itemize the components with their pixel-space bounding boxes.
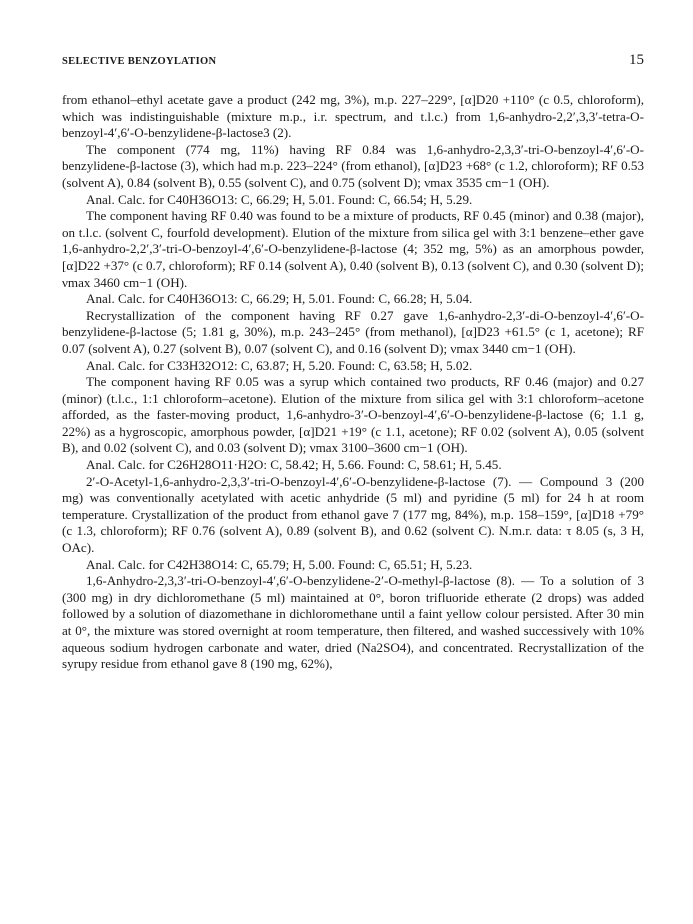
paragraph-1: from ethanol–ethyl acetate gave a product (242 mg, 3%), m.p. 227–229°, [α]D20 +110° (c 0.5, chloroform), which was indistinguishable (mixture m.p., i.r. spectrum, and t.l.c.) from 1,6-anhydro-2,2′,3,3′-tetra-O-benzoyl-4′,6′-O-benzylidene-β-lactose3 (2). — [62, 92, 644, 141]
paragraph-2: The component (774 mg, 11%) having RF 0.84 was 1,6-anhydro-2,3,3′-tri-O-benzoyl-4′,6′-O-benzylidene-β-lactose (3), which had m.p. 223–224° (from ethanol), [α]D23 +68° (c 1.2, chloroform); RF 0.53 (solvent A), 0.84 (solvent B), 0.55 (solvent C), and 0.75 (solvent D); νmax 3535 cm−1 (OH). — [62, 141, 644, 190]
paragraph-5: The component having RF 0.05 was a syrup which contained two products, RF 0.46 (major) and 0.27 (minor) (t.l.c., 1:1 chloroform–acetone). Elution of the mixture from silica gel with 3:1 chloroform–acetone afforded, as the faster-moving product, 1,6-anhydro-3′-O-benzoyl-4′,6′-O-benzylidene-β-lactose (6; 1.1 g, 22%) as a hygroscopic, amorphous powder, [α]D21 +19° (c 1.1, acetone); RF 0.02 (solvent A), 0.05 (solvent B), and 0.02 (solvent C), and 0.03 (solvent D); νmax 3100–3600 cm−1 (OH). — [62, 374, 644, 456]
analysis-line-3: Anal. Calc. for C33H32O12: C, 63.87; H, 5.20. Found: C, 63.58; H, 5.02. — [86, 357, 473, 373]
analysis-line-5: Anal. Calc. for C42H38O14: C, 65.79; H, 5.00. Found: C, 65.51; H, 5.23. — [86, 556, 473, 572]
paragraph-3: The component having RF 0.40 was found to be a mixture of products, RF 0.45 (minor) and 0.38 (major), on t.l.c. (solvent C, fourfold development). Elution of the mixture from silica gel with 3:1 benzene–ether gave 1,6-anhydro-2,2′,3′-tri-O-benzoyl-4′,6′-O-benzylidene-β-lactose (4; 352 mg, 5%) as an amorphous powder, [α]D22 +37° (c 0.7, chloroform); RF 0.14 (solvent A), 0.40 (solvent B), 0.13 (solvent C), and 0.30 (solvent D); νmax 3460 cm−1 (OH). — [62, 208, 644, 290]
analysis-line-2: Anal. Calc. for C40H36O13: C, 66.29; H, 5.01. Found: C, 66.28; H, 5.04. — [86, 291, 473, 307]
analysis-line-4: Anal. Calc. for C26H28O11·H2O: C, 58.42; H, 5.66. Found: C, 58.61; H, 5.45. — [86, 457, 502, 473]
paragraph-6: 2′-O-Acetyl-1,6-anhydro-2,3,3′-tri-O-benzoyl-4′,6′-O-benzylidene-β-lactose (7). — Compound 3 (200 mg) was conventionally acetylated with acetic anhydride (5 ml) and pyridine (5 ml) for 24 h at room temperature. Crystallization of the product from ethanol gave 7 (177 mg, 84%), m.p. 158–159°, [α]D18 +79° (c 1.3, chloroform); RF 0.76 (solvent A), 0.89 (solvent B), and 0.62 (solvent C). N.m.r. data: τ 8.05 (s, 3 H, OAc). — [62, 473, 644, 556]
page-number: 15 — [629, 52, 644, 68]
analysis-line-1: Anal. Calc. for C40H36O13: C, 66.29; H, 5.01. Found: C, 66.54; H, 5.29. — [86, 191, 473, 207]
running-title: SELECTIVE BENZOYLATION — [62, 56, 217, 67]
running-header — [62, 52, 644, 69]
paragraph-7: 1,6-Anhydro-2,3,3′-tri-O-benzoyl-4′,6′-O-benzylidene-2′-O-methyl-β-lactose (8). — To a solution of 3 (300 mg) in dry dichloromethane (5 ml) maintained at 0°, boron trifluoride etherate (2 drops) was added followed by a solution of diazomethane in dichloromethane until a faint yellow colour persisted. After 30 min at 0°, the mixture was stored overnight at room temperature, then filtered, and washed successively with 10% aqueous sodium hydrogen carbonate and water, dried (Na2SO4), and concentrated. Recrystallization of the syrupy residue from ethanol gave 8 (190 mg, 62%), — [62, 573, 644, 672]
paragraph-4: Recrystallization of the component having RF 0.27 gave 1,6-anhydro-2,3′-di-O-benzoyl-4′,6′-O-benzylidene-β-lactose (5; 1.81 g, 30%), m.p. 243–245° (from methanol), [α]D23 +61.5° (c 1, acetone); RF 0.07 (solvent A), 0.27 (solvent B), 0.07 (solvent C), and 0.16 (solvent D); νmax 3440 cm−1 (OH). — [62, 307, 644, 356]
body-text — [62, 92, 644, 673]
